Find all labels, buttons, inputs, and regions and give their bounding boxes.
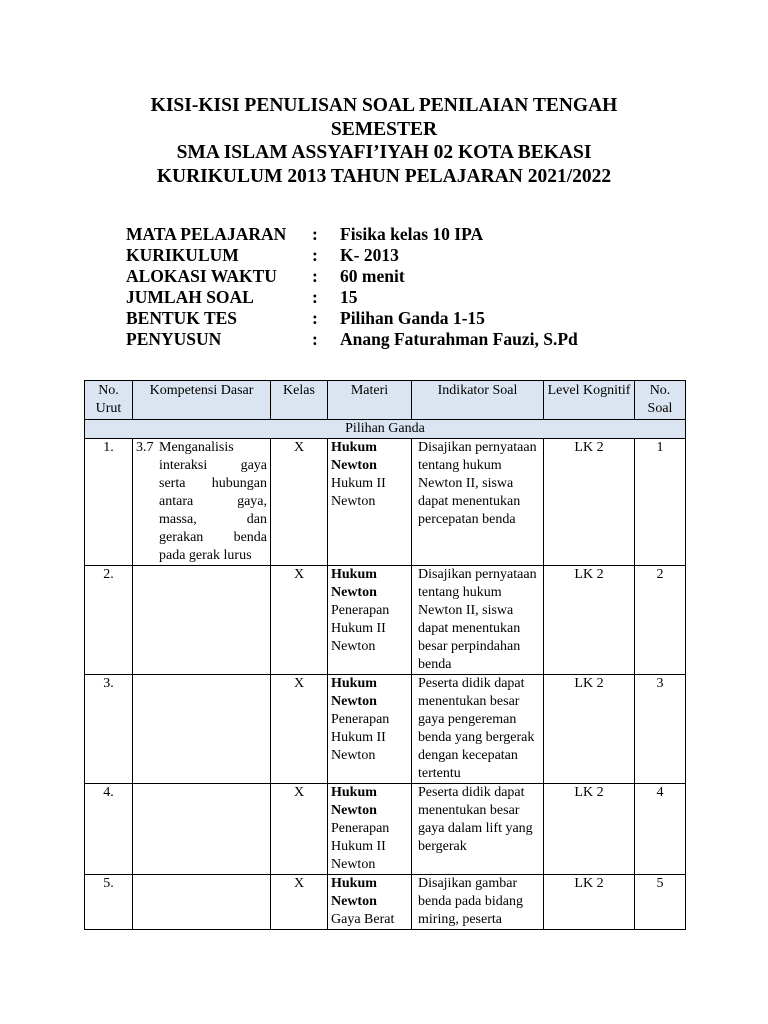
- header-level-kognitif: Level Kognitif: [544, 381, 635, 420]
- cell-no-soal: 5: [635, 875, 686, 930]
- cell-no-urut: 1.: [85, 439, 133, 566]
- meta-value: Pilihan Ganda 1-15: [340, 308, 485, 328]
- cell-kelas: X: [271, 566, 328, 675]
- metadata-block: [126, 224, 626, 350]
- cell-no-urut: 2.: [85, 566, 133, 675]
- cell-no-urut: 4.: [85, 784, 133, 875]
- meta-key: BENTUK TES: [126, 308, 238, 328]
- cell-materi: [328, 439, 412, 566]
- meta-value: 15: [340, 287, 358, 307]
- cell-level-kognitif: LK 2: [544, 675, 635, 784]
- header-no-urut: No. Urut: [85, 381, 133, 420]
- meta-key: PENYUSUN: [126, 329, 222, 349]
- meta-colon: :: [312, 224, 318, 244]
- cell-kompetensi-dasar: [133, 439, 271, 566]
- materi-subtopic: Gaya Berat: [331, 912, 395, 927]
- meta-row-penyusun: [126, 329, 626, 350]
- meta-key: KURIKULUM: [126, 245, 239, 265]
- title-line-2: SEMESTER: [330, 118, 438, 140]
- title-line-3: SMA ISLAM ASSYAFI’IYAH 02 KOTA BEKASI: [176, 142, 592, 163]
- meta-key: JUMLAH SOAL: [126, 287, 254, 307]
- table-row: [85, 784, 686, 875]
- cell-kompetensi-dasar: [133, 675, 271, 784]
- kd-number: 3.7: [136, 440, 154, 455]
- materi-subtopic: Hukum II Newton: [331, 476, 386, 509]
- table-row: [85, 875, 686, 930]
- title-line-4: KURIKULUM 2013 TAHUN PELAJARAN 2021/2022: [156, 165, 612, 187]
- meta-value: 60 menit: [340, 266, 405, 286]
- cell-kelas: X: [271, 784, 328, 875]
- cell-kompetensi-dasar: [133, 875, 271, 930]
- materi-topic: Hukum Newton: [331, 876, 377, 909]
- meta-row-jumlah-soal: [126, 287, 626, 308]
- header-no-soal: No. Soal: [635, 381, 686, 420]
- cell-indikator: Peserta didik dapat menentukan besar gaya pengereman benda yang bergerak dengan kecepatan tertentu: [412, 675, 544, 784]
- kd-text: Menganalisis interaksi gaya serta hubungan antara gaya, massa, dan gerakan benda pada gerak lurus: [159, 440, 267, 563]
- meta-value: Anang Faturahman Fauzi, S.Pd: [340, 329, 578, 349]
- cell-level-kognitif: LK 2: [544, 875, 635, 930]
- document-title: [100, 94, 668, 188]
- cell-no-urut: 5.: [85, 875, 133, 930]
- cell-no-urut: 3.: [85, 675, 133, 784]
- cell-materi: [328, 784, 412, 875]
- meta-colon: :: [312, 266, 318, 286]
- meta-key: MATA PELAJARAN: [126, 224, 287, 244]
- materi-subtopic: Penerapan Hukum II Newton: [331, 603, 390, 654]
- meta-key: ALOKASI WAKTU: [126, 266, 277, 286]
- cell-indikator: Disajikan pernyataan tentang hukum Newton II, siswa dapat menentukan besar perpindahan benda: [412, 566, 544, 675]
- cell-no-soal: 3: [635, 675, 686, 784]
- cell-no-soal: 4: [635, 784, 686, 875]
- materi-subtopic: Penerapan Hukum II Newton: [331, 712, 390, 763]
- kisi-kisi-table: [84, 380, 686, 930]
- table-row: [85, 566, 686, 675]
- materi-topic: Hukum Newton: [331, 676, 377, 709]
- meta-row-kurikulum: [126, 245, 626, 266]
- cell-indikator: Peserta didik dapat menentukan besar gaya dalam lift yang bergerak: [412, 784, 544, 875]
- title-line-1: KISI-KISI PENULISAN SOAL PENILAIAN TENGAH: [150, 95, 618, 116]
- meta-colon: :: [312, 287, 318, 307]
- meta-colon: :: [312, 308, 318, 328]
- cell-level-kognitif: LK 2: [544, 566, 635, 675]
- cell-kompetensi-dasar: [133, 784, 271, 875]
- meta-value: K- 2013: [340, 245, 399, 265]
- header-kompetensi-dasar: Kompetensi Dasar: [133, 381, 271, 420]
- header-kelas: Kelas: [271, 381, 328, 420]
- cell-level-kognitif: LK 2: [544, 784, 635, 875]
- meta-colon: :: [312, 245, 318, 265]
- materi-topic: Hukum Newton: [331, 567, 377, 600]
- materi-topic: Hukum Newton: [331, 440, 377, 473]
- cell-materi: [328, 875, 412, 930]
- table-row: [85, 439, 686, 566]
- meta-colon: :: [312, 329, 318, 349]
- section-row: [85, 420, 686, 439]
- header-indikator-soal: Indikator Soal: [412, 381, 544, 420]
- cell-kelas: X: [271, 675, 328, 784]
- table-row: [85, 675, 686, 784]
- meta-row-bentuk-tes: [126, 308, 626, 329]
- materi-topic: Hukum Newton: [331, 785, 377, 818]
- cell-kelas: X: [271, 439, 328, 566]
- header-materi: Materi: [328, 381, 412, 420]
- cell-kelas: X: [271, 875, 328, 930]
- cell-kompetensi-dasar: [133, 566, 271, 675]
- cell-level-kognitif: LK 2: [544, 439, 635, 566]
- cell-no-soal: 1: [635, 439, 686, 566]
- meta-row-mata-pelajaran: [126, 224, 626, 245]
- cell-materi: [328, 566, 412, 675]
- table-header-row: [85, 381, 686, 420]
- meta-row-alokasi-waktu: [126, 266, 626, 287]
- cell-materi: [328, 675, 412, 784]
- meta-value: Fisika kelas 10 IPA: [340, 224, 484, 244]
- cell-indikator: Disajikan gambar benda pada bidang miring, peserta: [412, 875, 544, 930]
- section-label: Pilihan Ganda: [85, 420, 686, 439]
- cell-no-soal: 2: [635, 566, 686, 675]
- materi-subtopic: Penerapan Hukum II Newton: [331, 821, 390, 872]
- cell-indikator: Disajikan pernyataan tentang hukum Newton II, siswa dapat menentukan percepatan benda: [412, 439, 544, 566]
